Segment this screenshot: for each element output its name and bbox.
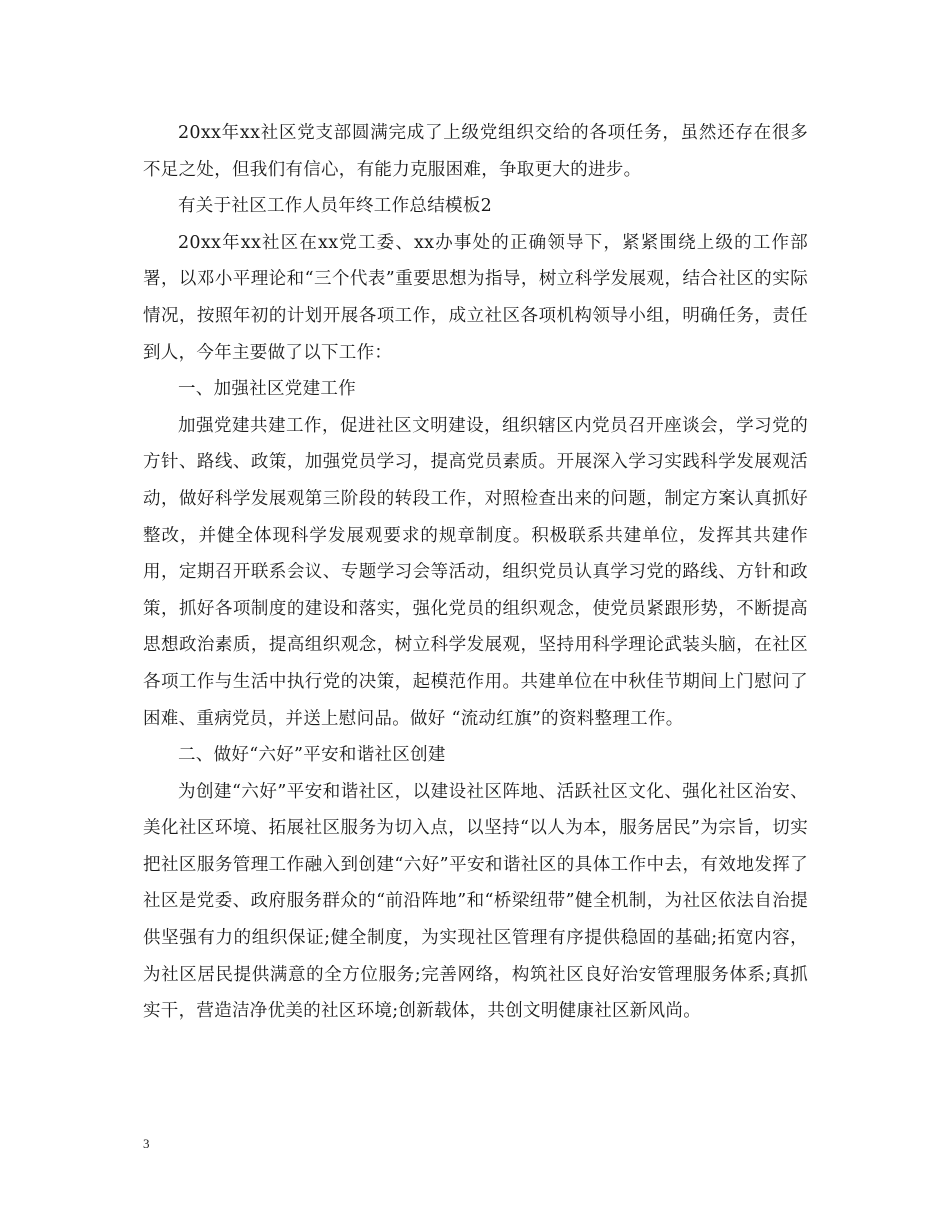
page-number: 3: [143, 1136, 150, 1151]
document-title: 有关于社区工作人员年终工作总结模板2: [178, 196, 493, 217]
section-heading-harmonious-community: 二、做好“六好”平安和谐社区创建: [178, 745, 446, 766]
paragraph-intro: 20xx年xx社区在xx党工委、xx办事处的正确领导下，紧紧围绕上级的工作部署，以邓小平理论和“三个代表”重要思想为指导，树立科学发展观，结合社区的实际情况，按照年初的计划开展各项工作，成立社区各项机构领导小组，明确任务，责任到人，今年主要做了以下工作：: [143, 232, 808, 363]
section-heading-party-building: 一、加强社区党建工作: [178, 379, 356, 400]
paragraph-conclusion: 20xx年xx社区党支部圆满完成了上级党组织交给的各项任务，虽然还存在很多不足之处，但我们有信心，有能力克服困难，争取更大的进步。: [143, 123, 808, 180]
paragraph-party-building: 加强党建共建工作，促进社区文明建设，组织辖区内党员召开座谈会，学习党的方针、路线、政策，加强党员学习，提高党员素质。开展深入学习实践科学发展观活动，做好科学发展观第三阶段的转段工作，对照检查出来的问题，制定方案认真抓好整改，并健全体现科学发展观要求的规章制度。积极联系共建单位，发挥其共建作用，定期召开联系会议、专题学习会等活动，组织党员认真学习党的路线、方针和政策，抓好各项制度的建设和落实，强化党员的组织观念，使党员紧跟形势，不断提高思想政治素质，提高组织观念，树立科学发展观，坚持用科学理论武装头脑，在社区各项工作与生活中执行党的决策，起模范作用。共建单位在中秋佳节期间上门慰问了困难、重病党员，并送上慰问品。做好 “流动红旗”的资料整理工作。: [143, 415, 808, 729]
paragraph-harmonious-community: 为创建“六好”平安和谐社区，以建设社区阵地、活跃社区文化、强化社区治安、美化社区环境、拓展社区服务为切入点，以坚持“以人为本，服务居民”为宗旨，切实把社区服务管理工作融入到创建“六好”平安和谐社区的具体工作中去，有效地发挥了社区是党委、政府服务群众的“前沿阵地”和“桥梁纽带”健全机制，为社区依法自治提供坚强有力的组织保证;健全制度，为实现社区管理有序提供稳固的基础;拓宽内容，为社区居民提供满意的全方位服务;完善网络，构筑社区良好治安管理服务体系;真抓实干，营造洁净优美的社区环境;创新载体，共创文明健康社区新风尚。: [143, 781, 808, 1022]
document-body: [143, 115, 808, 1030]
